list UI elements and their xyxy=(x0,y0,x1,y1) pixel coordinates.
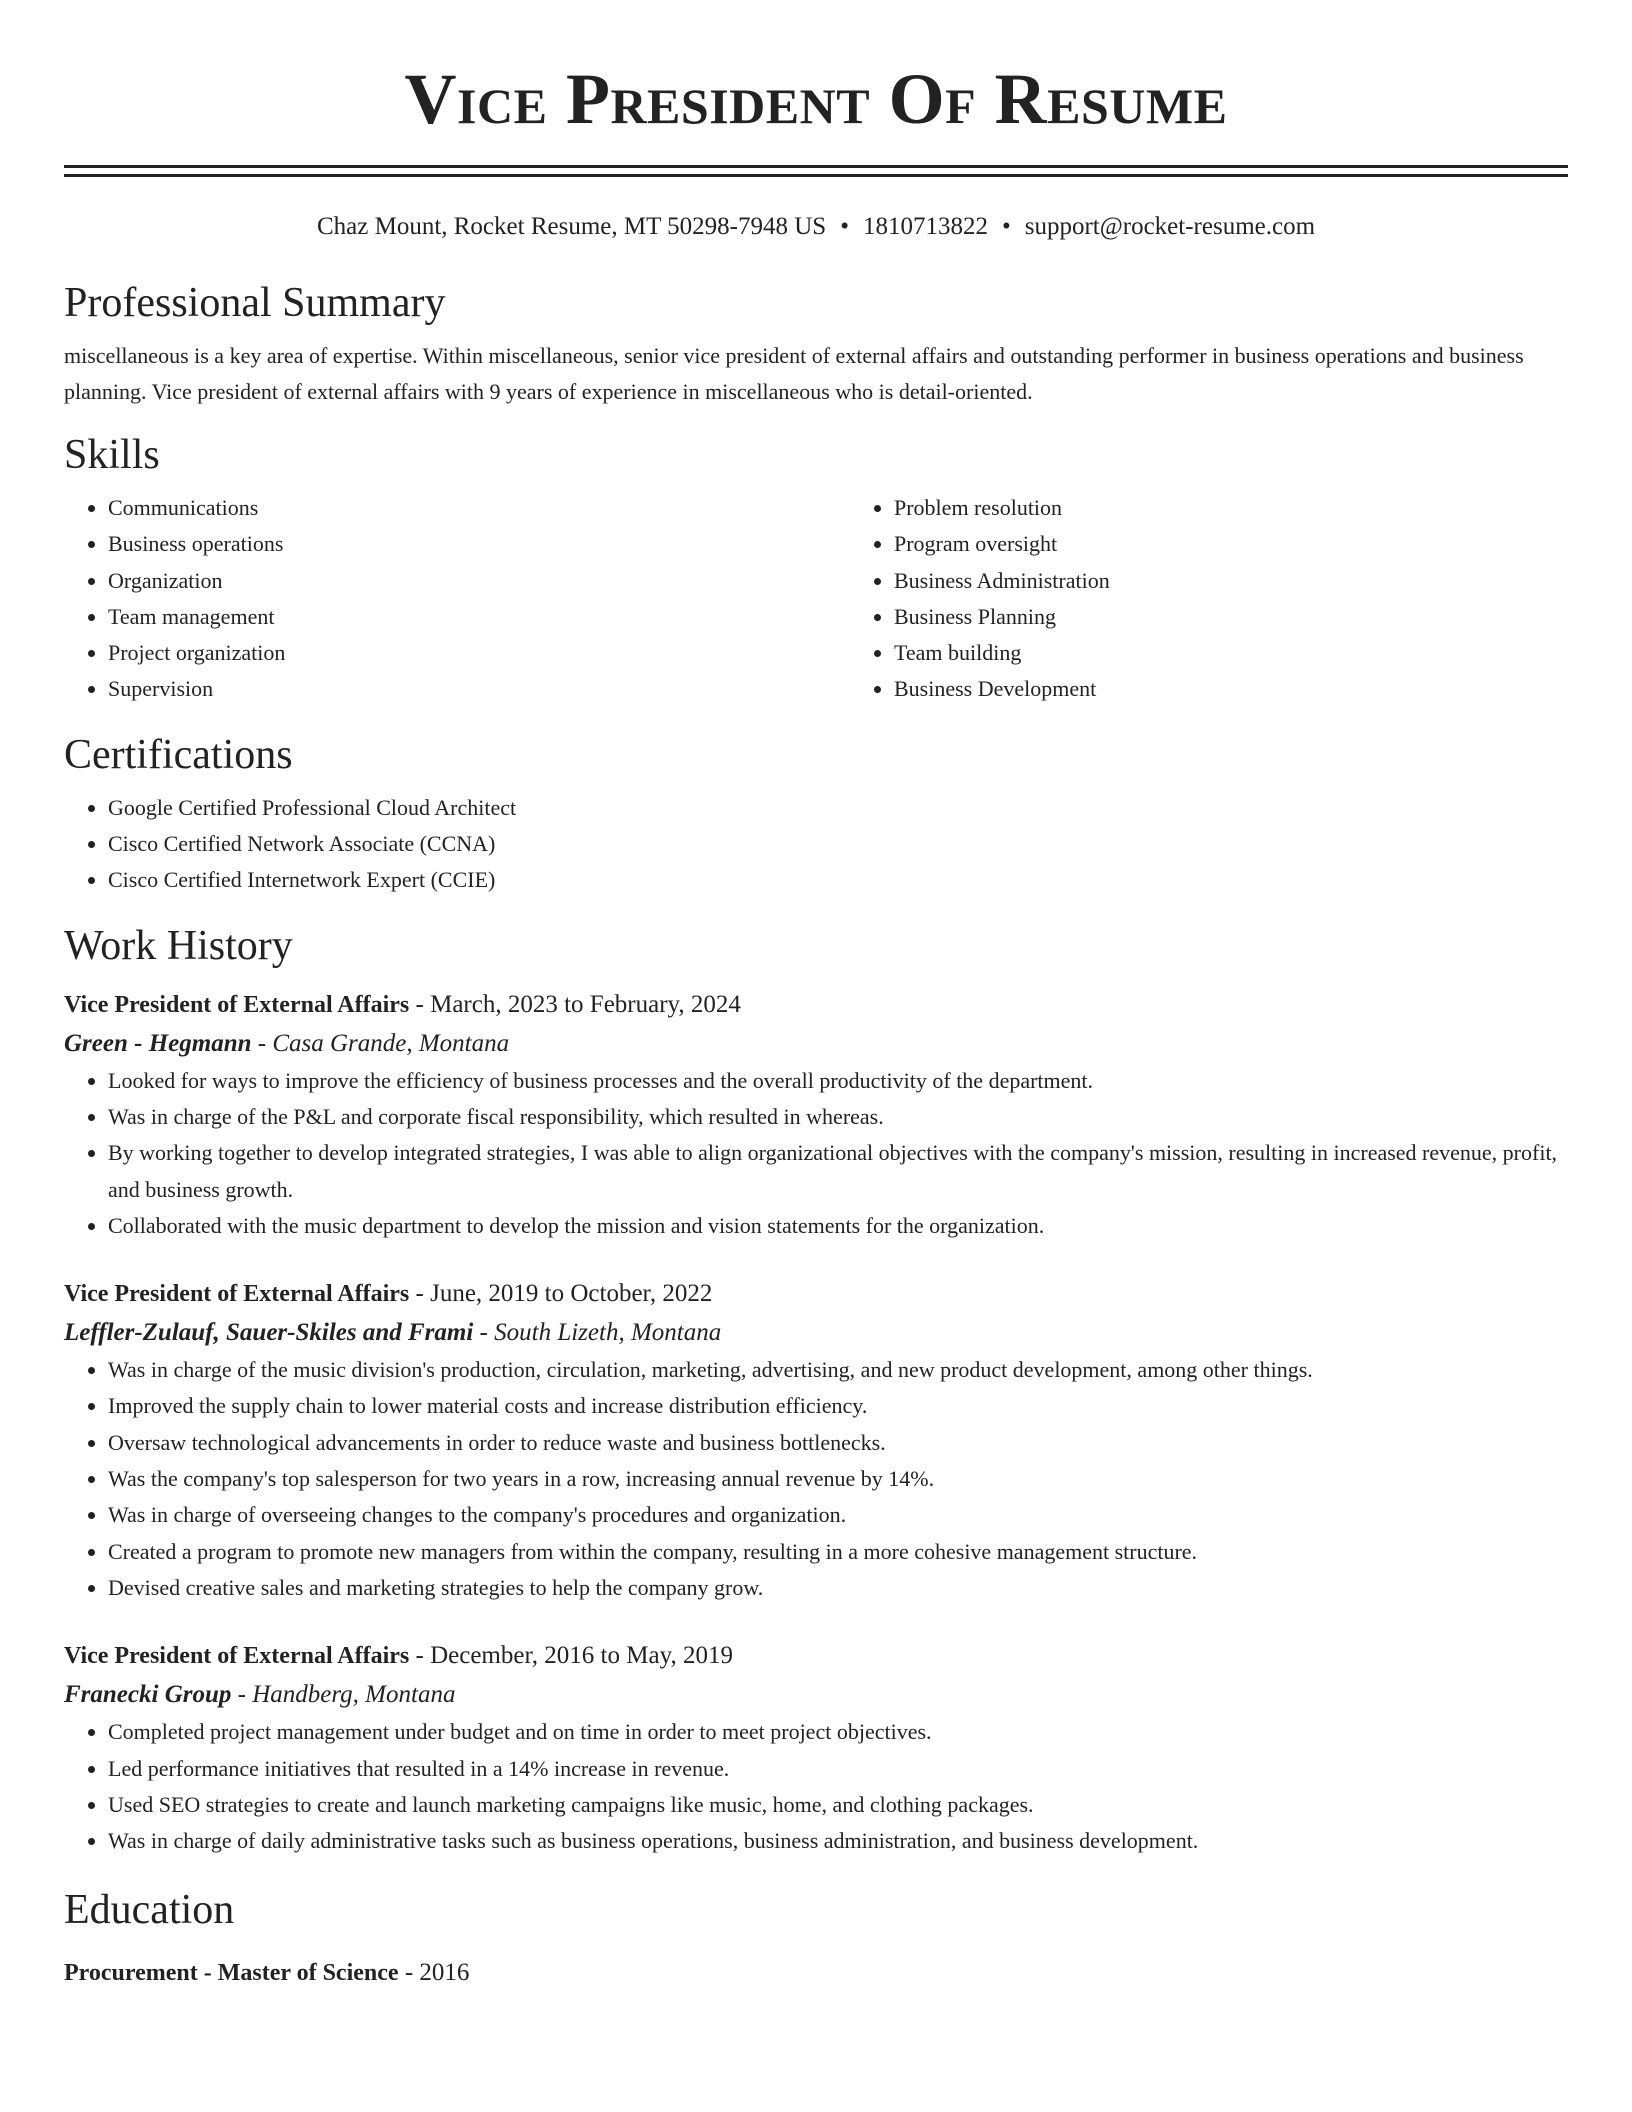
job-entry xyxy=(64,1636,1568,1859)
skills-columns xyxy=(64,490,1568,708)
contact-line xyxy=(64,211,1568,243)
job-company: Leffler-Zulauf, Sauer-Skiles and Frami xyxy=(64,1319,474,1347)
job-bullets xyxy=(64,1063,1568,1244)
job-bullet: • Completed project management under budget and on time in order to meet project objectives. xyxy=(108,1714,1568,1750)
job-role: Vice President of External Affairs xyxy=(64,1281,410,1308)
title-divider-bottom xyxy=(64,174,1568,177)
job-bullet: • Looked for ways to improve the efficiency of business processes and the overall productivity of the department. xyxy=(108,1063,1568,1099)
job-bullet: • Was in charge of overseeing changes to the company's procedures and organization. xyxy=(108,1497,1568,1533)
education-year: 2016 xyxy=(419,1959,470,1987)
job-dates: June, 2019 to October, 2022 xyxy=(430,1280,713,1308)
job-header: Vice President of External Affairs - June, 2019 to October, 2022 xyxy=(64,1280,713,1308)
skill-item: • Business Administration xyxy=(894,563,1632,599)
job-company: Franecki Group xyxy=(64,1681,232,1709)
resume-title: Vice President Of Resume xyxy=(404,59,1228,139)
section-heading-summary: Professional Summary xyxy=(64,280,446,326)
job-company: Green - Hegmann xyxy=(64,1029,252,1057)
job-header: Vice President of External Affairs - December, 2016 to May, 2019 xyxy=(64,1642,733,1670)
job-dates: December, 2016 to May, 2019 xyxy=(430,1642,733,1670)
job-role: Vice President of External Affairs xyxy=(64,1643,410,1670)
job-bullet: • Collaborated with the music department to develop the mission and vision statements for the organization. xyxy=(108,1208,1568,1244)
skill-item: • Business operations xyxy=(108,526,850,562)
job-location: Casa Grande, Montana xyxy=(272,1029,510,1057)
job-bullet: • Was in charge of the music division's production, circulation, marketing, advertising, and new product development, among other things. xyxy=(108,1352,1568,1388)
job-company-line: Green - Hegmann - Casa Grande, Montana xyxy=(64,1029,510,1057)
job-bullet: • Was in charge of the P&L and corporate fiscal responsibility, which resulted in whereas. xyxy=(108,1099,1568,1135)
job-dates: March, 2023 to February, 2024 xyxy=(430,990,741,1018)
contact-email[interactable]: support@rocket-resume.com xyxy=(1024,213,1316,240)
skill-item: • Program oversight xyxy=(894,526,1632,562)
certification-item: • Cisco Certified Network Associate (CCNA) xyxy=(108,826,1568,862)
job-company-line: Franecki Group - Handberg, Montana xyxy=(64,1681,456,1709)
job-bullet: • By working together to develop integrated strategies, I was able to align organizational objectives with the company's mission, resulting in increased revenue, profit, and business growth. xyxy=(108,1135,1568,1208)
job-bullet: • Used SEO strategies to create and launch marketing campaigns like music, home, and clothing packages. xyxy=(108,1787,1568,1823)
certification-item: • Cisco Certified Internetwork Expert (CCIE) xyxy=(108,862,1568,898)
job-location: Handberg, Montana xyxy=(252,1681,456,1709)
skill-item: • Team building xyxy=(894,635,1632,671)
education-field: Procurement xyxy=(64,1960,198,1987)
job-bullets xyxy=(64,1714,1568,1859)
skill-item: • Supervision xyxy=(108,671,850,707)
job-location: South Lizeth, Montana xyxy=(494,1319,722,1347)
certifications-list xyxy=(64,790,1568,899)
job-bullet: • Led performance initiatives that resulted in a 14% increase in revenue. xyxy=(108,1751,1568,1787)
education-degree: Master of Science xyxy=(217,1960,399,1987)
certification-item: • Google Certified Professional Cloud Architect xyxy=(108,790,1568,826)
job-bullet: • Was in charge of daily administrative tasks such as business operations, business administration, and business development. xyxy=(108,1823,1568,1859)
job-entry xyxy=(64,1274,1568,1606)
skill-item: • Organization xyxy=(108,563,850,599)
contact-phone: 1810713822 xyxy=(862,213,988,240)
skills-list-left xyxy=(64,490,850,708)
title-divider-top xyxy=(64,165,1568,168)
skill-item: • Problem resolution xyxy=(894,490,1632,526)
job-role: Vice President of External Affairs xyxy=(64,991,410,1018)
contact-separator: • xyxy=(1001,213,1011,240)
job-bullet: • Was the company's top salesperson for two years in a row, increasing annual revenue by 14%. xyxy=(108,1461,1568,1497)
job-entry xyxy=(64,985,1568,1244)
skill-item: • Business Planning xyxy=(894,599,1632,635)
contact-separator: • xyxy=(840,213,849,240)
skill-item: • Communications xyxy=(108,490,850,526)
education-entry: Procurement - Master of Science - 2016 xyxy=(64,1959,470,1987)
section-heading-skills: Skills xyxy=(64,432,160,478)
skill-item: • Project organization xyxy=(108,635,850,671)
job-header: Vice President of External Affairs - March, 2023 to February, 2024 xyxy=(64,990,741,1018)
contact-address: Chaz Mount, Rocket Resume, MT 50298-7948 US xyxy=(316,213,827,240)
job-bullet: • Created a program to promote new managers from within the company, resulting in a more cohesive management structure. xyxy=(108,1534,1568,1570)
skill-item: • Business Development xyxy=(894,671,1632,707)
skills-list-right xyxy=(850,490,1632,708)
section-heading-education: Education xyxy=(64,1887,235,1934)
summary-text: miscellaneous is a key area of expertise. Within miscellaneous, senior vice president of external affairs and outstanding performer in business operations and business planning. Vice president of external affairs with 9 years of experience in miscellaneous who is detail-oriented. xyxy=(64,343,1524,404)
job-company-line: Leffler-Zulauf, Sauer-Skiles and Frami - South Lizeth, Montana xyxy=(64,1319,722,1347)
skill-item: • Team management xyxy=(108,599,850,635)
job-bullets xyxy=(64,1352,1568,1606)
job-bullet: • Devised creative sales and marketing strategies to help the company grow. xyxy=(108,1570,1568,1606)
section-heading-certifications: Certifications xyxy=(64,731,293,778)
section-heading-work-history: Work History xyxy=(64,922,293,969)
job-bullet: • Oversaw technological advancements in order to reduce waste and business bottlenecks. xyxy=(108,1425,1568,1461)
job-bullet: • Improved the supply chain to lower material costs and increase distribution efficiency. xyxy=(108,1388,1568,1424)
